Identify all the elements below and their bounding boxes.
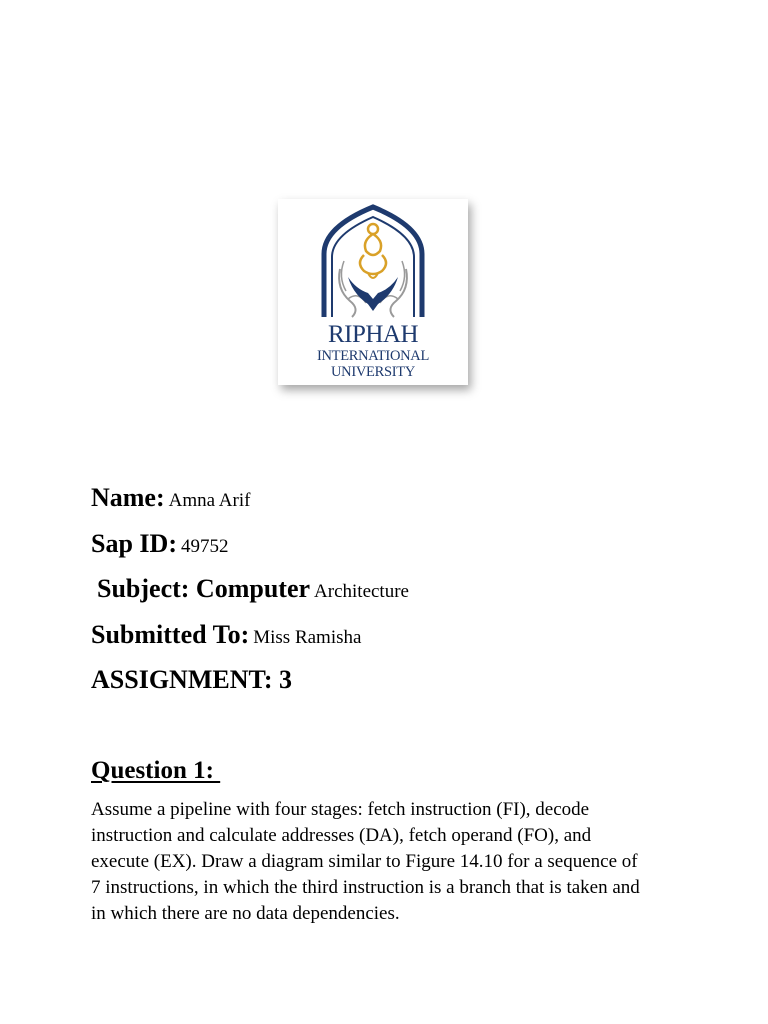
question-body [91,797,691,927]
submitted-to-label: Submitted To: [91,620,250,649]
question-line: execute (EX). Draw a diagram similar to Figure 14.10 for a sequence of [91,851,638,872]
name-value: Amna Arif [168,490,251,511]
assignment-label: ASSIGNMENT: 3 [91,665,293,694]
question-line: 7 instructions, in which the third instruction is a branch that is taken and [91,877,640,898]
question-line: instruction and calculate addresses (DA), fetch operand (FO), and [91,825,592,846]
sap-id-field [91,528,228,564]
logo-subtitle-2: UNIVERSITY [331,364,415,380]
question-line: in which there are no data dependencies. [91,903,400,924]
subject-label: Subject: Computer [97,574,311,603]
subject-value: Architecture [314,581,409,602]
question-heading: Question 1: [91,757,221,784]
submitted-to-value: Miss Ramisha [253,627,362,648]
name-field [91,482,250,518]
subject-field [97,573,409,609]
sap-id-label: Sap ID: [91,529,177,558]
sap-id-value: 49752 [180,536,229,557]
university-logo [278,199,468,385]
logo-title: RIPHAH [327,321,419,348]
question-line: Assume a pipeline with four stages: fetch instruction (FI), decode [91,799,590,820]
name-label: Name: [91,483,165,512]
assignment-field [91,664,292,700]
logo-subtitle: INTERNATIONAL [316,348,430,364]
submitted-to-field [91,619,361,655]
